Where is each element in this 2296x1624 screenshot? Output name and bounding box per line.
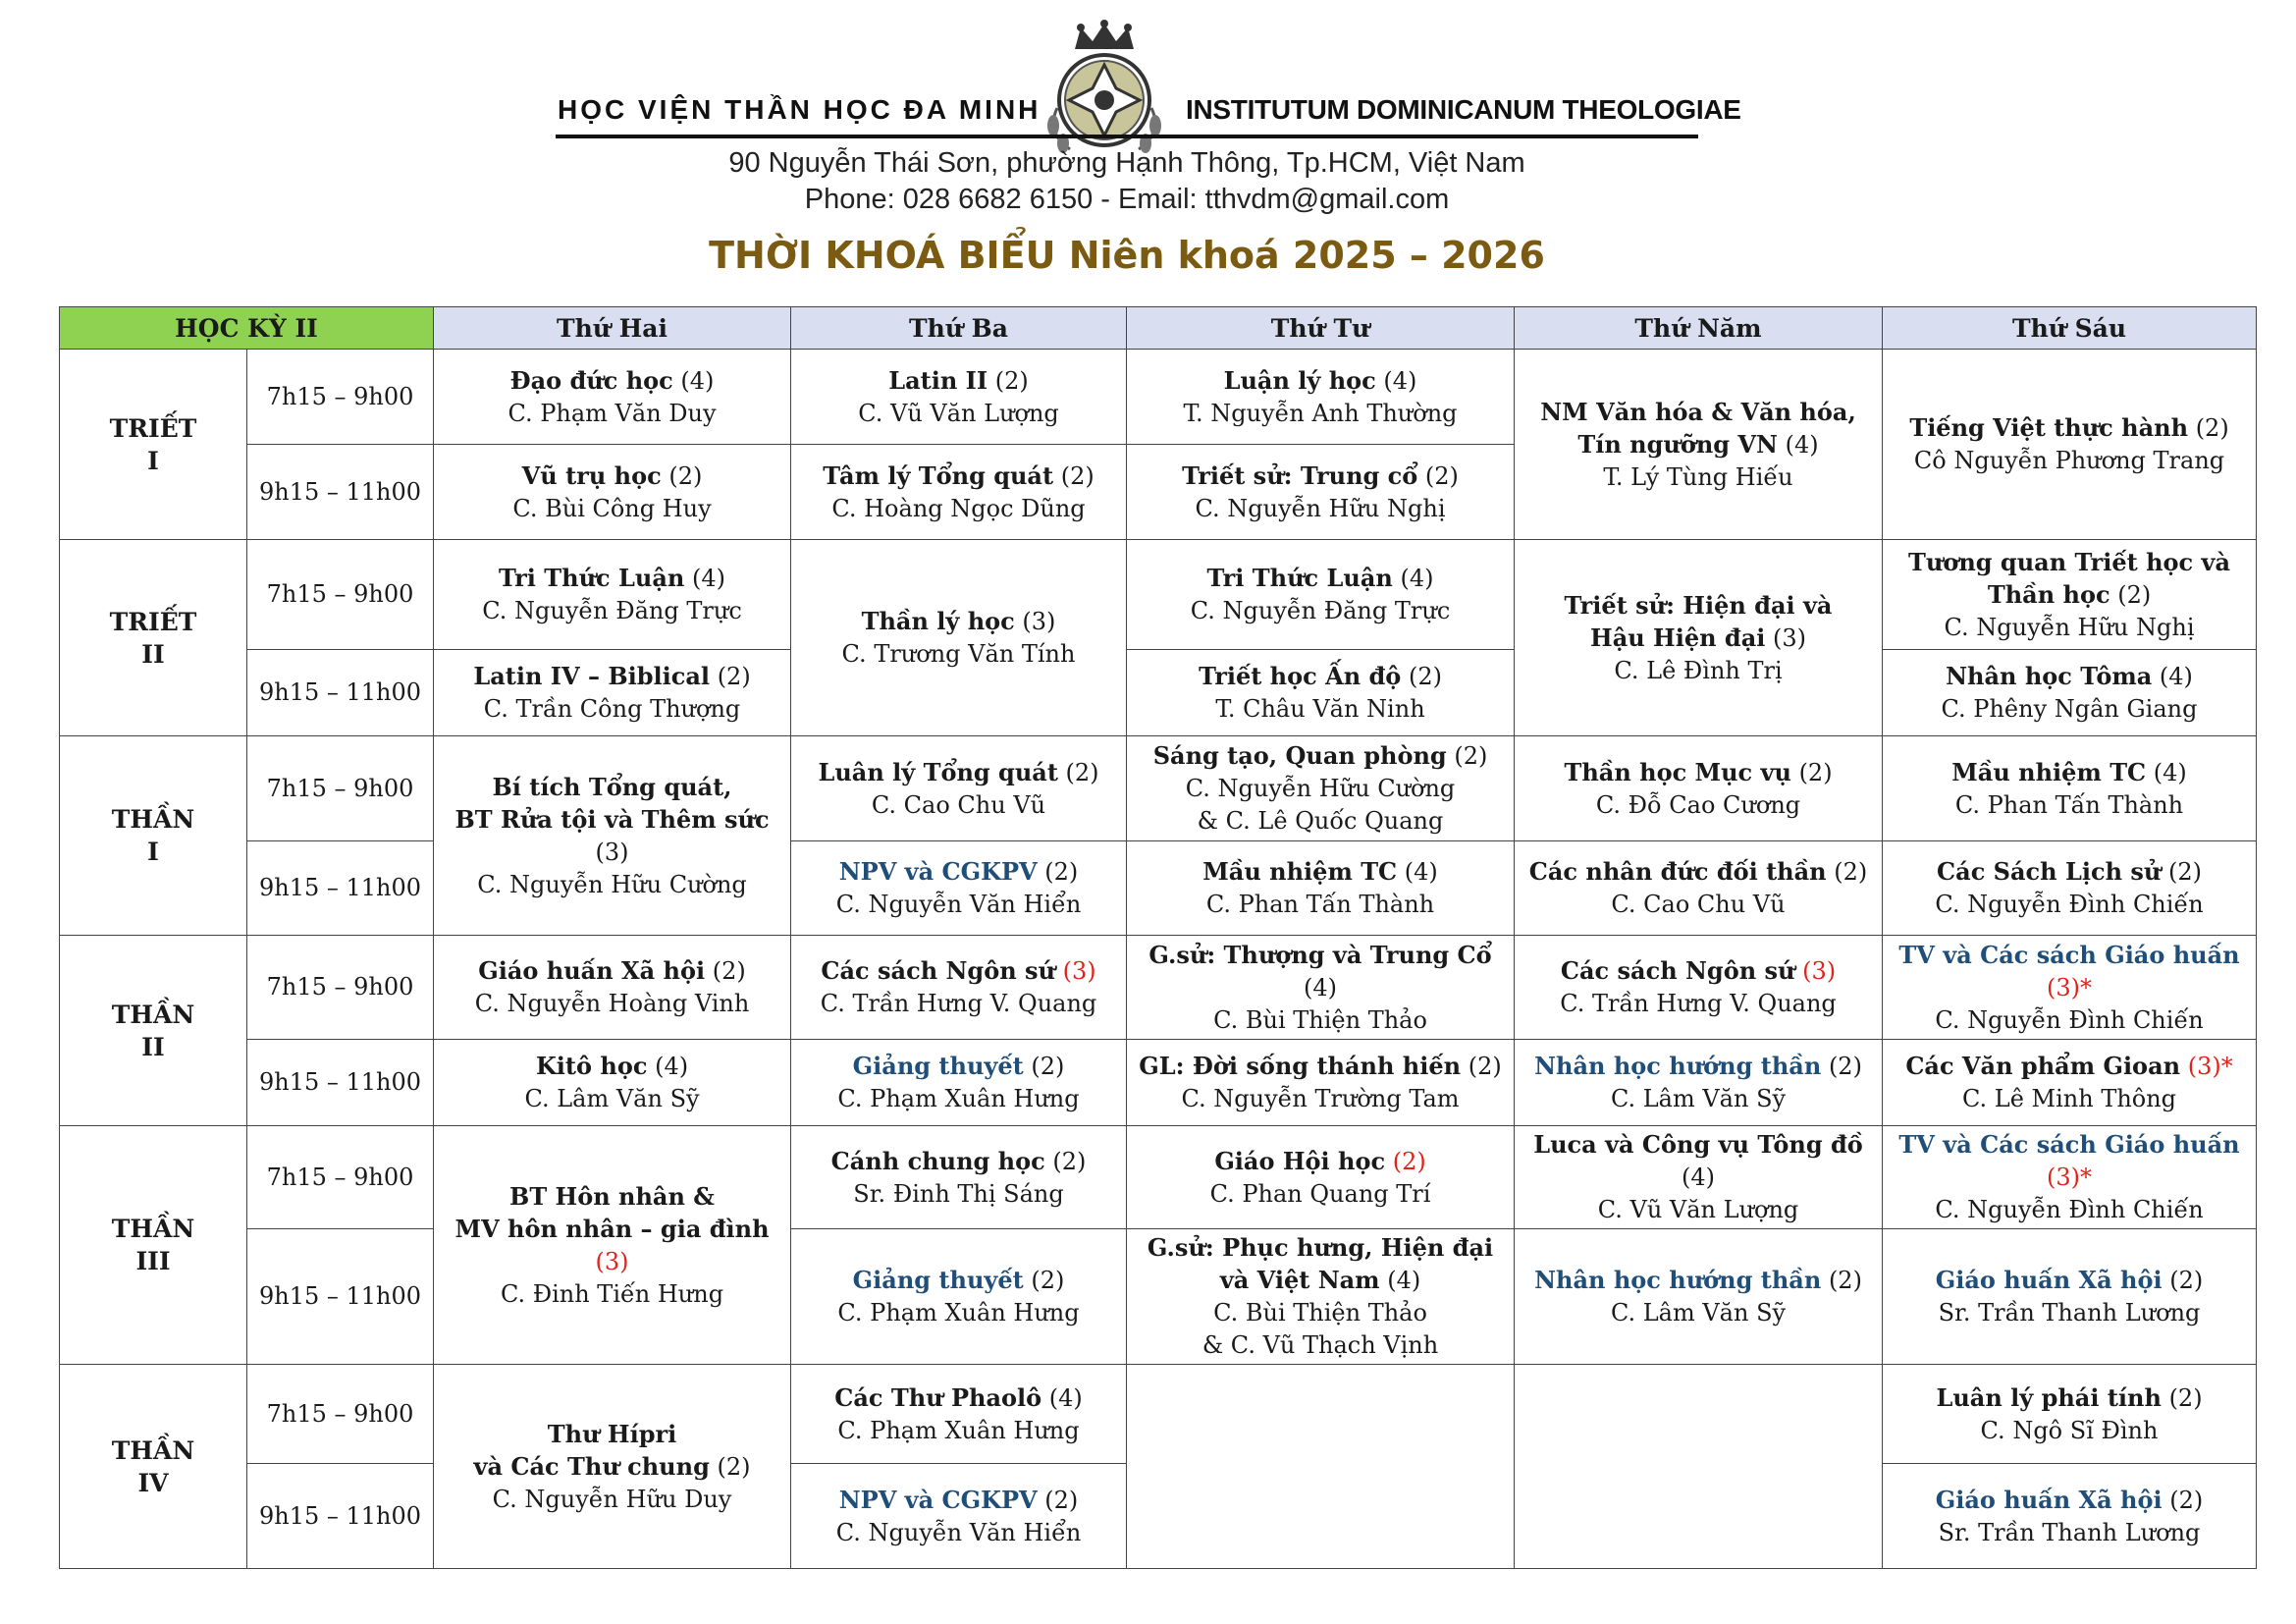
credits: (3)* <box>2047 973 2093 1001</box>
page-title: THỜI KHOÁ BIỂU Niên khoá 2025 – 2026 <box>709 234 1545 277</box>
teacher: C. Đỗ Cao Cương <box>1595 790 1801 819</box>
group-label-line: I <box>147 838 159 866</box>
teacher: C. Phạm Xuân Hưng <box>837 1085 1080 1112</box>
teacher: C. Nguyễn Trường Tam <box>1181 1085 1460 1112</box>
time-slot: 7h15 – 9h00 <box>247 540 434 650</box>
subject: Mầu nhiệm TC <box>1951 757 2147 786</box>
teacher: C. Trần Hưng V. Quang <box>820 990 1097 1017</box>
teacher: T. Lý Tùng Hiếu <box>1603 462 1793 491</box>
subject: Luận lý học <box>1223 365 1376 395</box>
teacher: C. Nguyễn Hữu Cường <box>1185 775 1456 802</box>
subject: và Việt Nam <box>1219 1266 1380 1294</box>
class-cell <box>1883 736 2257 841</box>
teacher: C. Nguyễn Hữu Nghị <box>1944 613 2195 641</box>
timetable <box>59 306 2257 1569</box>
class-cell <box>1515 841 1883 936</box>
empty-cell <box>1127 1365 1515 1569</box>
teacher: C. Phan Tấn Thành <box>1954 790 2184 819</box>
subject: Nhân học hướng thần <box>1534 1266 1822 1294</box>
subject: TV và Các sách Giáo huấn <box>1898 940 2240 969</box>
subject: Các Thư Phaolô <box>834 1382 1042 1412</box>
teacher: C. Bùi Thiện Thảo <box>1213 1299 1427 1326</box>
subject: BT Rửa tội và Thêm sức <box>454 804 770 834</box>
class-cell <box>1127 445 1515 540</box>
teacher: C. Trần Công Thượng <box>483 695 741 723</box>
class-cell <box>1883 1126 2257 1229</box>
class-cell <box>1883 841 2257 936</box>
teacher: C. Phạm Xuân Hưng <box>837 1416 1080 1444</box>
class-cell <box>1883 1464 2257 1569</box>
subject: Sáng tạo, Quan phòng <box>1152 741 1447 770</box>
class-cell <box>1515 736 1883 841</box>
subject: BT Hôn nhân & <box>509 1181 715 1211</box>
class-cell <box>1127 841 1515 936</box>
day-header-mon: Thứ Hai <box>434 307 791 350</box>
subject: Thư Hípri <box>547 1419 677 1448</box>
class-cell <box>434 650 791 736</box>
subject: G.sử: Thượng và Trung Cổ <box>1148 940 1492 969</box>
group-label <box>60 936 247 1126</box>
subject: Tiếng Việt thực hành <box>1909 413 2189 442</box>
subject: Thần học <box>1987 579 2110 609</box>
teacher: C. Phêny Ngân Giang <box>1941 695 2198 723</box>
credits: (2) <box>1052 1147 1087 1175</box>
group-label <box>60 350 247 540</box>
credits: (3) <box>1022 608 1056 635</box>
credits: (2) <box>668 461 703 490</box>
table-row <box>60 1229 2257 1365</box>
group-label <box>60 1126 247 1365</box>
subject: Tương quan Triết học và <box>1908 547 2231 576</box>
class-cell <box>1127 936 1515 1040</box>
subject: G.sử: Phục hưng, Hiện đại <box>1147 1233 1494 1262</box>
group-label-line: THẦN <box>111 1435 195 1465</box>
institute-name-vietnamese: HỌC VIỆN THẦN HỌC ĐA MINH <box>558 94 1041 125</box>
credits: (2) <box>717 663 751 690</box>
class-cell <box>1883 1365 2257 1464</box>
group-label-line: THẦN <box>111 1000 195 1029</box>
credits: (3)* <box>2187 1053 2233 1080</box>
group-label <box>60 540 247 736</box>
term-header: HỌC KỲ II <box>60 307 434 350</box>
table-row <box>60 1040 2257 1126</box>
class-cell <box>434 1126 791 1365</box>
teacher: C. Nguyễn Đăng Trực <box>482 597 742 624</box>
table-row <box>60 1365 2257 1464</box>
table-row <box>60 650 2257 736</box>
teacher: Cô Nguyễn Phương Trang <box>1913 447 2225 474</box>
credits: (4) <box>1785 430 1819 459</box>
time-slot: 9h15 – 11h00 <box>247 841 434 936</box>
credits: (2) <box>1828 1267 1862 1294</box>
teacher: C. Lê Minh Thông <box>1961 1085 2177 1112</box>
class-cell <box>791 350 1127 445</box>
teacher: C. Nguyễn Hoàng Vinh <box>474 990 750 1017</box>
day-header-thu: Thứ Năm <box>1515 307 1883 350</box>
time-slot: 7h15 – 9h00 <box>247 736 434 841</box>
teacher: C. Đinh Tiến Hưng <box>500 1279 724 1308</box>
credits: (2) <box>717 1452 751 1481</box>
teacher: C. Nguyễn Hữu Duy <box>492 1485 732 1513</box>
subject: Triết học Ấn độ <box>1199 662 1402 690</box>
credits: (4) <box>1682 1164 1716 1191</box>
class-cell <box>1515 936 1883 1040</box>
subject: Latin II <box>888 365 988 395</box>
class-cell <box>1883 650 2257 736</box>
teacher: Sr. Trần Thanh Lương <box>1938 1518 2201 1546</box>
teacher: C. Nguyễn Đình Chiến <box>1935 891 2204 918</box>
credits: (2) <box>1044 1486 1079 1514</box>
day-header-wed: Thứ Tư <box>1127 307 1515 350</box>
address: 90 Nguyễn Thái Sơn, phường Hạnh Thông, Tp.HCM, Việt Nam <box>728 147 1525 179</box>
credits: (3) <box>1773 623 1807 652</box>
class-cell <box>1127 1040 1515 1126</box>
teacher: C. Lâm Văn Sỹ <box>1610 1085 1787 1112</box>
group-label-line: TRIẾT <box>109 413 197 443</box>
credits: (2) <box>1424 461 1459 490</box>
class-cell <box>434 445 791 540</box>
table-row <box>60 1126 2257 1229</box>
teacher: C. Trần Hưng V. Quang <box>1560 990 1837 1017</box>
subject: Các sách Ngôn sứ <box>821 956 1055 985</box>
class-cell <box>791 1040 1127 1126</box>
class-cell <box>434 1040 791 1126</box>
teacher: C. Vũ Văn Lượng <box>1597 1196 1799 1223</box>
subject: Giáo Hội học <box>1214 1146 1386 1175</box>
credits: (3) <box>595 1247 629 1275</box>
class-cell <box>1127 540 1515 650</box>
subject: Giáo huấn Xã hội <box>1935 1266 2163 1294</box>
teacher: C. Nguyễn Văn Hiển <box>835 891 1082 918</box>
credits: (2) <box>2168 1383 2203 1412</box>
subject: Các Văn phẩm Gioan <box>1905 1052 2181 1080</box>
class-cell <box>1515 540 1883 736</box>
teacher: C. Nguyễn Hữu Nghị <box>1195 494 1446 522</box>
credits: (2) <box>2169 1486 2204 1514</box>
teacher: C. Cao Chu Vũ <box>871 790 1046 819</box>
credits: (4) <box>680 366 715 395</box>
header-rule <box>556 135 1698 138</box>
subject: Luân lý phái tính <box>1936 1382 2162 1412</box>
subject: Luân lý Tổng quát <box>818 757 1058 786</box>
class-cell <box>434 350 791 445</box>
class-cell <box>1127 736 1515 841</box>
credits: (2) <box>1468 1053 1502 1080</box>
credits: (4) <box>655 1053 689 1080</box>
class-cell <box>1127 650 1515 736</box>
teacher: C. Bùi Thiện Thảo <box>1213 1005 1427 1034</box>
subject: Đạo đức học <box>509 365 673 395</box>
credits: (2) <box>1031 1267 1065 1294</box>
credits: (3) <box>1062 957 1096 985</box>
subject: Mầu nhiệm TC <box>1202 857 1398 886</box>
table-row <box>60 936 2257 1040</box>
subject: Nhân học hướng thần <box>1534 1052 1822 1080</box>
class-cell <box>434 736 791 936</box>
table-header-row <box>60 307 2257 350</box>
subject: Giảng thuyết <box>852 1052 1024 1080</box>
subject: Luca và Công vụ Tông đồ <box>1533 1130 1863 1159</box>
group-label-line: IV <box>137 1468 169 1497</box>
subject: Thần học Mục vụ <box>1564 757 1791 786</box>
credits: (4) <box>1383 366 1417 395</box>
teacher: C. Lâm Văn Sỹ <box>1610 1299 1787 1326</box>
subject: Latin IV – Biblical <box>473 662 711 690</box>
credits: (2) <box>1060 461 1095 490</box>
credits: (2) <box>2195 414 2229 442</box>
class-cell <box>1515 350 1883 540</box>
class-cell <box>1127 1126 1515 1229</box>
teacher: C. Phan Tấn Thành <box>1205 891 1435 918</box>
teacher: & C. Lê Quốc Quang <box>1197 807 1444 835</box>
group-label <box>60 736 247 936</box>
teacher: C. Phan Quang Trí <box>1209 1179 1431 1208</box>
subject: Tín ngưỡng VN <box>1577 429 1778 459</box>
credits: (4) <box>1400 565 1434 592</box>
day-header-tue: Thứ Ba <box>791 307 1127 350</box>
class-cell <box>791 540 1127 736</box>
subject: Các Sách Lịch sử <box>1937 857 2162 886</box>
class-cell <box>1883 350 2257 540</box>
teacher: C. Phạm Văn Duy <box>507 399 717 427</box>
subject: Thần lý học <box>861 607 1015 635</box>
class-cell <box>1127 1229 1515 1365</box>
teacher: T. Châu Văn Ninh <box>1215 695 1425 723</box>
teacher: C. Lâm Văn Sỹ <box>524 1085 700 1112</box>
group-label <box>60 1365 247 1569</box>
group-label-line: TRIẾT <box>109 607 197 636</box>
time-slot: 7h15 – 9h00 <box>247 936 434 1040</box>
group-label-line: THẦN <box>111 1215 195 1243</box>
teacher: T. Nguyễn Anh Thường <box>1183 399 1458 427</box>
credits: (2) <box>1834 858 1868 886</box>
credits: (2) <box>1392 1147 1426 1175</box>
teacher: C. Ngô Sĩ Đình <box>1980 1416 2159 1444</box>
credits: (2) <box>994 366 1029 395</box>
credits: (4) <box>1387 1267 1421 1294</box>
teacher: C. Nguyễn Đình Chiến <box>1935 1196 2204 1223</box>
subject: NPV và CGKPV <box>838 1485 1038 1514</box>
credits: (2) <box>2169 1267 2204 1294</box>
table-row <box>60 736 2257 841</box>
group-label-line: THẦN <box>111 805 195 834</box>
credits: (3)* <box>2047 1164 2093 1191</box>
class-cell <box>791 841 1127 936</box>
teacher: C. Trương Văn Tính <box>841 640 1076 668</box>
class-cell <box>1515 1229 1883 1365</box>
time-slot: 7h15 – 9h00 <box>247 350 434 445</box>
class-cell <box>791 445 1127 540</box>
time-slot: 9h15 – 11h00 <box>247 1040 434 1126</box>
group-label-line: I <box>147 446 159 475</box>
time-slot: 9h15 – 11h00 <box>247 1229 434 1365</box>
teacher: C. Vũ Văn Lượng <box>858 399 1059 427</box>
class-cell <box>791 1229 1127 1365</box>
subject: Tâm lý Tổng quát <box>823 460 1054 490</box>
credits: (4) <box>1404 858 1438 886</box>
institute-logo <box>1036 20 1173 162</box>
class-cell <box>434 936 791 1040</box>
subject: Các nhân đức đối thần <box>1528 857 1827 886</box>
credits: (2) <box>1408 663 1442 690</box>
teacher: & C. Vũ Thạch Vịnh <box>1201 1331 1439 1359</box>
credits: (4) <box>2159 663 2193 690</box>
day-header-fri: Thứ Sáu <box>1883 307 2257 350</box>
class-cell <box>791 1464 1127 1569</box>
institute-name-latin: INSTITUTUM DOMINICANUM THEOLOGIAE <box>1186 94 1741 125</box>
credits: (2) <box>2117 580 2152 609</box>
subject: Nhân học Tôma <box>1946 662 2153 690</box>
subject: Bí tích Tổng quát, <box>492 772 732 801</box>
credits: (4) <box>691 565 725 592</box>
class-cell <box>1515 1040 1883 1126</box>
class-cell <box>434 540 791 650</box>
time-slot: 9h15 – 11h00 <box>247 650 434 736</box>
credits: (2) <box>1828 1053 1862 1080</box>
teacher: C. Nguyễn Đình Chiến <box>1935 1005 2204 1034</box>
empty-cell <box>1515 1365 1883 1569</box>
class-cell <box>1883 1229 2257 1365</box>
credits: (2) <box>2167 858 2202 886</box>
time-slot: 9h15 – 11h00 <box>247 1464 434 1569</box>
table-row <box>60 841 2257 936</box>
credits: (2) <box>1798 758 1833 786</box>
teacher: C. Lê Đình Trị <box>1614 656 1783 684</box>
subject: Triết sử: Trung cổ <box>1182 460 1418 490</box>
subject: Giáo huấn Xã hội <box>478 956 706 985</box>
teacher: C. Nguyễn Hữu Cường <box>477 870 747 898</box>
credits: (2) <box>1044 858 1079 886</box>
teacher: Sr. Đinh Thị Sáng <box>853 1179 1064 1208</box>
class-cell <box>1127 350 1515 445</box>
subject: Tri Thức Luận <box>499 564 685 592</box>
class-cell <box>1515 1126 1883 1229</box>
subject: Hậu Hiện đại <box>1590 623 1766 652</box>
table-row <box>60 540 2257 650</box>
teacher: C. Phạm Xuân Hưng <box>837 1299 1080 1326</box>
credits: (2) <box>1031 1053 1065 1080</box>
subject: Giáo huấn Xã hội <box>1935 1485 2163 1514</box>
contact-info: Phone: 028 6682 6150 - Email: tthvdm@gmail.com <box>804 184 1450 215</box>
subject: Triết sử: Hiện đại và <box>1564 590 1833 620</box>
subject: Giảng thuyết <box>852 1266 1024 1294</box>
subject: MV hôn nhân – gia đình <box>454 1214 770 1243</box>
credits: (3) <box>595 838 629 866</box>
time-slot: 7h15 – 9h00 <box>247 1126 434 1229</box>
class-cell <box>434 1365 791 1569</box>
credits: (2) <box>712 957 746 985</box>
subject: Tri Thức Luận <box>1206 564 1393 592</box>
subject: GL: Đời sống thánh hiến <box>1139 1052 1462 1080</box>
class-cell <box>791 736 1127 841</box>
subject: Cánh chung học <box>830 1146 1045 1175</box>
credits: (4) <box>1304 973 1338 1001</box>
teacher: Sr. Trần Thanh Lương <box>1938 1299 2201 1326</box>
class-cell <box>1883 1040 2257 1126</box>
teacher: C. Hoàng Ngọc Dũng <box>831 494 1086 522</box>
subject: Vũ trụ học <box>521 460 662 490</box>
teacher: C. Bùi Công Huy <box>512 494 712 522</box>
credits: (2) <box>1454 742 1488 770</box>
subject: Kitô học <box>535 1052 648 1080</box>
group-label-line: II <box>141 639 165 669</box>
class-cell <box>791 1365 1127 1464</box>
subject: NPV và CGKPV <box>838 857 1038 886</box>
group-label-line: III <box>135 1247 171 1275</box>
subject: Các sách Ngôn sứ <box>1560 956 1795 985</box>
group-label-line: II <box>141 1032 165 1061</box>
credits: (3) <box>1802 957 1837 985</box>
class-cell <box>1883 540 2257 650</box>
teacher: C. Cao Chu Vũ <box>1611 891 1786 918</box>
credits: (4) <box>1048 1383 1083 1412</box>
subject: TV và Các sách Giáo huấn <box>1898 1130 2240 1159</box>
teacher: C. Nguyễn Đăng Trực <box>1190 597 1451 624</box>
time-slot: 9h15 – 11h00 <box>247 445 434 540</box>
time-slot: 7h15 – 9h00 <box>247 1365 434 1464</box>
subject: và Các Thư chung <box>473 1451 710 1481</box>
class-cell <box>1883 936 2257 1040</box>
credits: (4) <box>2153 758 2187 786</box>
table-row <box>60 350 2257 445</box>
subject: NM Văn hóa & Văn hóa, <box>1540 397 1856 426</box>
class-cell <box>791 1126 1127 1229</box>
credits: (2) <box>1065 758 1099 786</box>
class-cell <box>791 936 1127 1040</box>
teacher: C. Nguyễn Văn Hiển <box>835 1518 1082 1546</box>
